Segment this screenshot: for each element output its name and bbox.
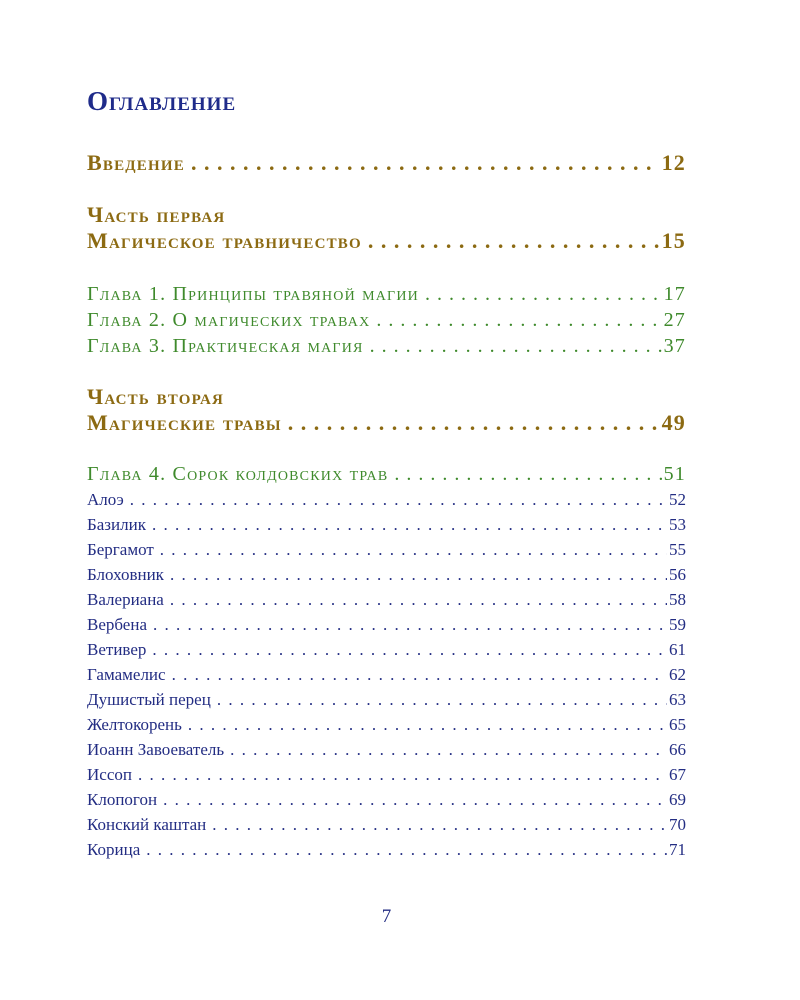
- toc-entry-part2[interactable]: [87, 410, 686, 436]
- entry-label: Глава 4. Сорок колдовских трав: [87, 463, 389, 485]
- entry-page: 65: [669, 715, 686, 734]
- dot-leader: [211, 690, 667, 710]
- entry-page: 71: [669, 840, 686, 859]
- toc-entry-chapter-1[interactable]: [87, 283, 686, 306]
- entry-label: Алоэ: [87, 490, 124, 509]
- entry-page: 59: [669, 615, 686, 634]
- dot-leader: [154, 540, 667, 560]
- dot-leader: [282, 410, 660, 436]
- entry-label: Магическое травничество: [87, 228, 362, 253]
- dot-leader: [185, 150, 660, 176]
- entry-label: Корица: [87, 840, 141, 859]
- part1-heading: Часть первая: [87, 202, 226, 227]
- dot-leader: [370, 309, 661, 332]
- dot-leader: [147, 615, 667, 635]
- page-title: Оглавление: [87, 86, 237, 116]
- entry-page: 17: [663, 283, 686, 305]
- dot-leader: [164, 590, 667, 610]
- entry-page: 49: [661, 410, 686, 435]
- entry-page: 53: [669, 515, 686, 534]
- dot-leader: [364, 335, 662, 358]
- dot-leader: [146, 640, 667, 660]
- toc-entry-herb[interactable]: [87, 640, 686, 660]
- dot-leader: [224, 740, 667, 760]
- entry-label: Иоанн Завоеватель: [87, 740, 225, 759]
- toc-entry-chapter-3[interactable]: [87, 335, 686, 358]
- entry-label: Иссоп: [87, 765, 132, 784]
- entry-label: Вербена: [87, 615, 147, 634]
- entry-page: 66: [669, 740, 686, 759]
- toc-entry-herb[interactable]: [87, 615, 686, 635]
- entry-page: 55: [669, 540, 686, 559]
- entry-label: Конский каштан: [87, 815, 207, 834]
- entry-label: Введение: [87, 150, 185, 175]
- entry-page: 67: [669, 765, 686, 784]
- toc-entry-herb[interactable]: [87, 690, 686, 710]
- entry-page: 15: [661, 228, 686, 253]
- entry-page: 52: [669, 490, 686, 509]
- page-number: 7: [381, 906, 392, 927]
- entry-page: 70: [669, 815, 686, 834]
- dot-leader: [124, 490, 667, 510]
- toc-entry-herb[interactable]: [87, 590, 686, 610]
- toc-entry-herb[interactable]: [87, 740, 686, 760]
- entry-page: 12: [661, 150, 686, 175]
- dot-leader: [182, 715, 667, 735]
- entry-label: Желтокорень: [87, 715, 182, 734]
- entry-page: 63: [669, 690, 686, 709]
- entry-label: Валериана: [87, 590, 164, 609]
- toc-entry-herb[interactable]: [87, 665, 686, 685]
- toc-entry-chapter-4[interactable]: [87, 463, 686, 486]
- dot-leader: [164, 565, 667, 585]
- entry-label: Гамамелис: [87, 665, 166, 684]
- entry-label: Глава 1. Принципы травяной магии: [87, 283, 419, 305]
- toc-entry-herb[interactable]: [87, 715, 686, 735]
- part2-heading: Часть вторая: [87, 384, 225, 409]
- toc-entry-herb[interactable]: [87, 765, 686, 785]
- toc-entry-herb[interactable]: [87, 840, 686, 860]
- dot-leader: [132, 765, 667, 785]
- entry-label: Ветивер: [87, 640, 147, 659]
- toc-entry-herb[interactable]: [87, 490, 686, 510]
- toc-entry-chapter-2[interactable]: [87, 309, 686, 332]
- entry-page: 58: [669, 590, 686, 609]
- entry-label: Магические травы: [87, 410, 282, 435]
- entry-label: Глава 3. Практическая магия: [87, 335, 364, 357]
- dot-leader: [140, 840, 667, 860]
- entry-label: Базилик: [87, 515, 146, 534]
- entry-page: 56: [669, 565, 686, 584]
- entry-page: 61: [669, 640, 686, 659]
- dot-leader: [146, 515, 667, 535]
- entry-page: 37: [663, 335, 686, 357]
- dot-leader: [388, 463, 661, 486]
- entry-page: 27: [663, 309, 686, 331]
- dot-leader: [206, 815, 667, 835]
- toc-entry-herb[interactable]: [87, 515, 686, 535]
- entry-label: Блоховник: [87, 565, 164, 584]
- toc-entry-herb[interactable]: [87, 815, 686, 835]
- toc-entry-herb[interactable]: [87, 790, 686, 810]
- entry-page: 62: [669, 665, 686, 684]
- entry-page: 51: [663, 463, 686, 485]
- toc-entry-herb[interactable]: [87, 565, 686, 585]
- toc-entry-part1[interactable]: [87, 228, 686, 254]
- dot-leader: [419, 283, 662, 306]
- dot-leader: [157, 790, 667, 810]
- entry-label: Душистый перец: [87, 690, 211, 709]
- toc-entry-herb[interactable]: [87, 540, 686, 560]
- dot-leader: [362, 228, 660, 254]
- entry-label: Бергамот: [87, 540, 154, 559]
- dot-leader: [166, 665, 667, 685]
- entry-page: 69: [669, 790, 686, 809]
- entry-label: Клопогон: [87, 790, 158, 809]
- entry-label: Глава 2. О магических травах: [87, 309, 371, 331]
- toc-entry-intro[interactable]: [87, 150, 686, 176]
